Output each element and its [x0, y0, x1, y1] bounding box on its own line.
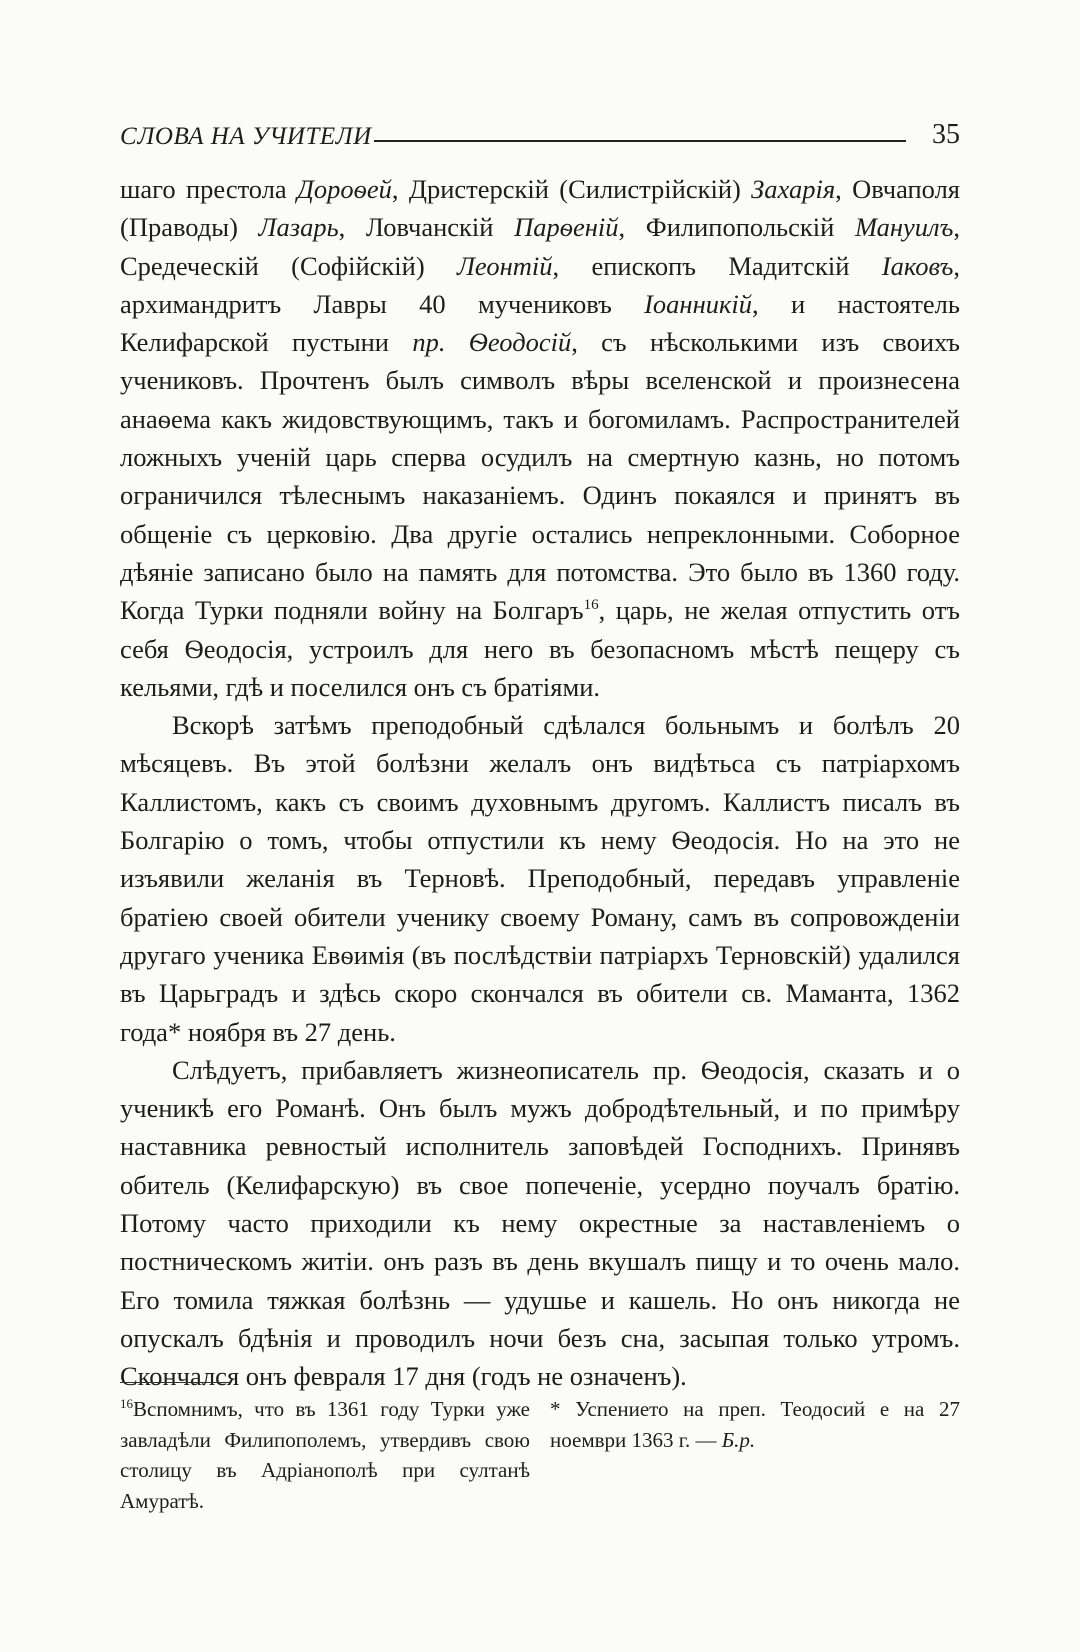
footnote-16: [120, 1394, 530, 1516]
italic-name: Леонтій: [456, 250, 553, 281]
text-run: , Филипопольскій: [618, 212, 855, 243]
text-run: Вскорѣ затѣмъ преподобный сдѣлался больнымъ и болѣлъ 20 мѣсяцевъ. Въ этой болѣзни желалъ онъ видѣтьса съ патріархомъ Каллистомъ, какъ съ своимъ духовнымъ другомъ. Каллистъ писалъ въ Болгарію о томъ, чтобы отпустили къ нему Ѳеодосія. Но на это не изъявили желанія въ Терновѣ. Преподобный, передавъ управленіе братіею своей обители ученику своему Роману, самъ въ сопровожденіи другаго ученика Евѳимія (въ послѣдствіи патріархъ Терновскій) удалился въ Царьградъ и здѣсь скоро скончался въ обители св. Маманта, 1362 года* ноября въ 27 день.: [120, 710, 960, 1047]
text-run: , и настоятель Келифарской пустыни: [120, 288, 960, 358]
text-run: , Средеческій (Софійскій): [120, 212, 960, 281]
paragraph: [120, 706, 960, 1051]
text-run: , Ловчанскій: [338, 212, 515, 243]
italic-name: Захарія: [751, 174, 836, 204]
text-run: , съ нѣсколькими изъ своихъ учениковъ. Прочтенъ былъ символъ вѣры вселенской и произнесена анаѳема какъ жидовствующимъ, такъ и богомиламъ. Распространителей ложныхъ ученій царь сперва осудилъ на смертную казнь, но потомъ ограничился тѣлеснымъ наказаніемъ. Одинъ покаялся и принятъ въ общеніе съ церковію. Два другіе остались непреклонными. Соборное дѣяніе записано было на память для потомства. Это было въ 1360 году. Когда Турки подняли войну на Болгаръ: [120, 327, 961, 626]
editor-note: [550, 1394, 960, 1516]
italic-name: Іоанникій: [644, 288, 752, 319]
footnote-mark: 16: [120, 1396, 133, 1411]
text-run: шаго престола: [120, 174, 298, 204]
paragraph: [120, 1051, 960, 1396]
italic-name: Лазарь: [258, 212, 339, 243]
footnote-text: Вспомнимъ, что въ 1361 году Турки уже завладѣли Филипополемъ, утвердивъ свою столицу въ Адріанополѣ при султанѣ Амуратѣ.: [120, 1397, 530, 1513]
text-run: Слѣдуетъ, прибавляетъ жизнеописатель пр. Ѳеодосія, сказать и о ученикѣ его Романѣ. Онъ былъ мужъ добродѣтельный, и по примѣру наставника ревностый исполнитель заповѣдей Господнихъ. Принявъ обитель (Келифарскую) въ свое попеченіе, усердно поучалъ братію. Потому часто приходили къ нему окрестные за наставленіемъ о постническомъ житіи. онъ разъ въ день вкушалъ пищу и то очень мало. Его томила тяжкая болѣзнь — удушье и кашель. Но онъ никогда не опускалъ бдѣнія и проводилъ ночи безъ сна, засыпая только утромъ. Скончался онъ февраля 17 дня (годъ не означенъ).: [120, 1054, 960, 1392]
editor-abbrev: Б.р.: [721, 1427, 756, 1452]
text-run: , Дристерскій (Силистрійскій): [391, 174, 752, 204]
editor-note-text: * Успението на преп. Теодосий е на 27 ноември 1363 г. —: [550, 1397, 960, 1452]
italic-name: Дороѳей: [297, 174, 392, 204]
footnote-ref[interactable]: 16: [583, 597, 599, 614]
text-run: , царь, не желая отпустить отъ себя Ѳеодосія, устроилъ для него въ безопасномъ мѣстѣ пещеру съ кельями, гдѣ и поселился онъ съ братіями.: [120, 595, 960, 702]
italic-name: Мануилъ: [854, 212, 954, 243]
paragraph: [120, 170, 960, 706]
page-number: 35: [932, 119, 960, 150]
header-rule: [374, 140, 906, 142]
footnote-rule: [120, 1382, 230, 1383]
running-header: [120, 105, 960, 151]
footnotes: [120, 1394, 960, 1516]
running-title: СЛОВА НА УЧИТЕЛИ: [120, 123, 372, 150]
main-text: [120, 170, 960, 1396]
text-run: , архимандритъ Лавры 40 мучениковъ: [120, 250, 960, 319]
text-run: , епископъ Мадитскій: [552, 250, 882, 281]
text-run: , Овчаполя (Праводы): [120, 174, 960, 243]
italic-name: Іаковъ: [881, 250, 954, 281]
italic-name: пр. Ѳеодосій: [412, 327, 572, 358]
italic-name: Парѳеній: [514, 212, 619, 243]
